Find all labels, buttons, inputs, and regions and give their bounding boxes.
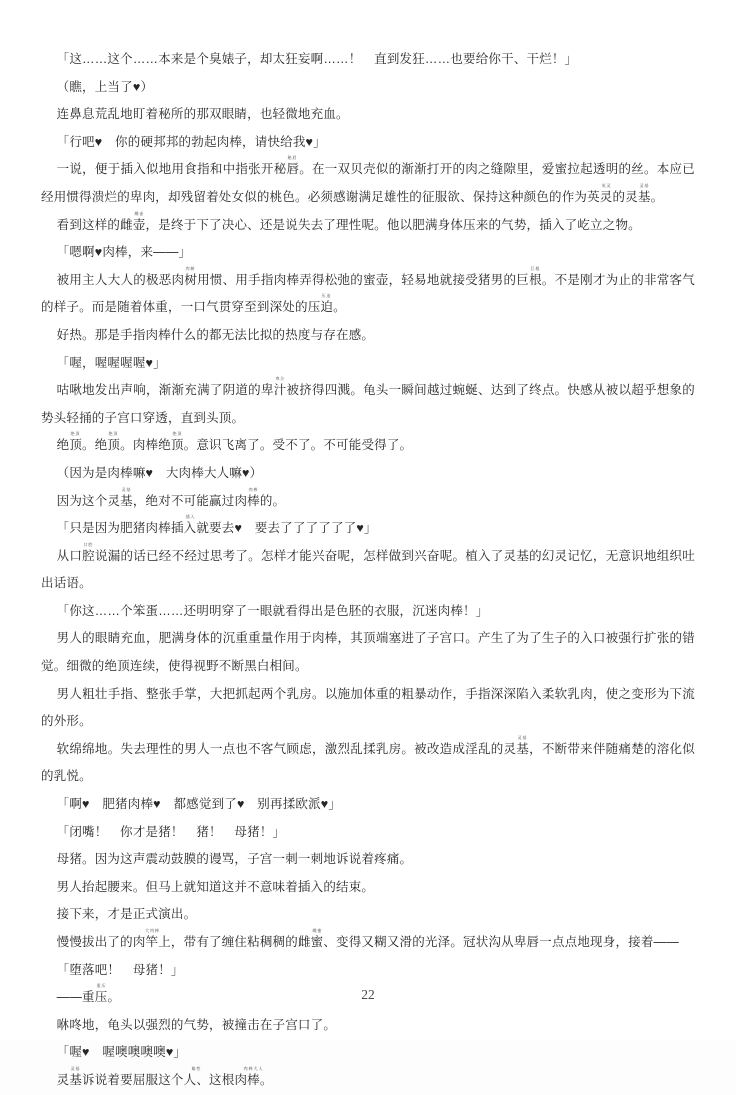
ruby-annotated-word: 英灵 英灵 (587, 183, 613, 204)
ruby-annotation: 秘唇 (287, 156, 298, 161)
ruby-annotated-word: 口腔 口腔 (69, 542, 95, 563)
paragraph: 男人粗壮手指、整张手掌，大把抓起两个乳房。以施加体重的粗暴动作，手指深深陷入柔软乳肉，使之变形为下流的外形。 (41, 686, 695, 729)
ruby-annotation: 灵基 (639, 183, 650, 189)
paragraph: 「堕落吧！ 母猪！」 (56, 962, 184, 977)
ruby-annotation: 雌壶 (134, 211, 145, 217)
ruby-annotation: 口腔 (83, 542, 94, 548)
paragraph: （因为是肉棒嘛♥ 大肉棒大人嘛♥） (56, 465, 263, 480)
paragraph: 「你这……个笨蛋……还明明穿了一眼就看得出是色胚的衣服，沉迷肉棒！」 (56, 603, 489, 618)
ruby-annotation: 插入 (185, 514, 195, 520)
ruby-annotated-word: 绝顶 绝顶 (158, 431, 184, 453)
ruby-annotated-word: 人 雄性 (184, 1073, 197, 1087)
paragraph: 母猪。因为这声震动鼓膜的谩骂，子宫一刺一刺地诉说着疼痛。 (56, 852, 413, 867)
paragraph: 「喔，喔喔喔喔♥」 (56, 355, 166, 370)
paragraph: 「喔♥ 喔噢噢噢噢♥」 (56, 1045, 187, 1060)
paragraph: 「闭嘴！ 你才是猪！ 猪！ 母猪！」 (56, 824, 286, 839)
paragraph: 咕啾地发出声响，渐渐充满了阴道的卑汁 卑汁 被挤得四溅。龟头一瞬间越过蜿蜒、达到了终点。快感从被以超乎想象的势头轻捅的子宫口穿透，直到头顶。 (41, 376, 696, 425)
paragraph: （瞧，上当了♥） (56, 79, 154, 94)
ruby-annotated-word: 肉树 肉树 (171, 266, 198, 287)
paragraph: 慢慢拔出了的肉竿 大肉棒 上，带有了缠住粘稠稠的雌蜜 雌蜜 、变得又糊又滑的光泽。冠状沟从卑唇一点点地现身，接着—— (56, 928, 679, 949)
paragraph: 软绵绵地。失去理性的男人一点也不客气顾虑，激烈乱揉乳房。被改造成淫乱的灵基 灵基 ，不断带来伴随痛楚的溶化似的乳悦。 (41, 735, 695, 784)
ruby-annotation: 压迫 (321, 293, 332, 299)
ruby-annotation: 灵基 (121, 487, 132, 493)
paragraph: 咻咚地，龟头以强烈的气势，被撞击在子宫口了。 (56, 1017, 337, 1032)
ruby-annotated-word: 肉棒 肉棒大人 (234, 1073, 259, 1087)
page-number: 22 (361, 987, 375, 1002)
paragraph: 「啊♥ 肥猪肉棒♥ 都感觉到了♥ 别再揉欧派♥」 (56, 797, 342, 812)
ruby-annotation: 绝顶 (70, 431, 81, 437)
paragraph: 被用主人大人的极恶肉树 肉树 用惯、用手指肉棒弄得松弛的蜜壶，轻易地就接受猪男的巨根 巨根 。不是刚才为止的非常客气的样子。而是随着体重，一口气贯穿至到深处的压迫 压迫 。 (41, 266, 695, 315)
ruby-annotation: 雌蜜 (312, 928, 322, 934)
paragraph: 因为这个灵基 灵基 ，绝对不可能赢过肉棒 肉棒 的。 (56, 487, 286, 508)
ruby-annotated-word: 重压 重压 (82, 983, 108, 1005)
ruby-annotation: 卑汁 (275, 376, 286, 382)
paragraph: 绝顶 绝顶 。绝顶 绝顶 。肉棒绝顶 绝顶 。意识飞离了。受不了。不可能受得了。 (56, 431, 413, 453)
paragraph: 从口腔 口腔 说漏的话已经不经过思考了。怎样才能兴奋呢，怎样做到兴奋呢。植入了灵基的幻灵记忆，无意识地组织吐出话语。 (41, 542, 696, 591)
ruby-annotation: 巨根 (530, 266, 541, 272)
paragraph: 灵基 灵基 诉说着要屈服这个人 雄性 、这根肉棒 肉棒大人 。 (56, 1066, 273, 1087)
ruby-annotation: 绝顶 (108, 431, 119, 437)
ruby-annotated-word: 灵基 灵基 (56, 1066, 83, 1087)
ruby-annotation: 肉棒 (248, 487, 259, 493)
ruby-annotation: 灵基 (70, 1066, 81, 1072)
paragraph: 男人的眼睛充血，肥满身体的沉重重量作用于肉棒，其顶端塞进了子宫口。产生了为了生子的入口被强行扩张的错觉。细微的绝顶连续，使得视野不断黑白相间。 (41, 631, 695, 674)
paragraph: 「这……这个……本来是个臭婊子，却太狂妄啊……！ 直到发狂……也要给你干、干烂！」 (56, 52, 578, 66)
ruby-annotated-word: 绝顶 绝顶 (56, 431, 83, 453)
ruby-annotation: 灵基 (517, 735, 528, 741)
text-column (41, 46, 695, 1095)
ruby-annotation: 英灵 (601, 183, 612, 189)
paragraph: ——重压 重压 。 (56, 983, 121, 1005)
ruby-annotation: 雄性 (191, 1066, 202, 1072)
ruby-annotation: 肉树 (185, 266, 196, 272)
paragraph: 看到这样的雌壶 雌壶 ，是终于下了决心、还是说失去了理性呢。他以肥满身体压来的气势，插入了屹立之物。 (56, 211, 641, 232)
ruby-annotated-word: 压迫 压迫 (307, 293, 334, 315)
ruby-annotated-word: 灵基 灵基 (503, 735, 530, 756)
ruby-annotated-word: 雌蜜 雌蜜 (297, 928, 324, 949)
ruby-annotated-word: 巨根 巨根 (516, 266, 542, 287)
ruby-annotation: 大肉棒 (144, 928, 160, 934)
paragraph: 接下来，才是正式演出。 (56, 907, 197, 922)
ruby-annotated-word: 插入 插入 (170, 514, 197, 536)
paragraph: 男人抬起腰来。但马上就知道这并不意味着插入的结束。 (56, 879, 375, 894)
ruby-annotated-word: 雌壶 雌壶 (120, 211, 146, 232)
ruby-annotated-word: 灵基 灵基 (107, 487, 133, 508)
ruby-annotated-word: 秘唇 秘唇 (273, 156, 300, 177)
ruby-annotated-word: 灵基 灵基 (625, 183, 651, 204)
ruby-annotation: 重压 (96, 983, 107, 989)
paragraph: 一说，便于插入似地用食指和中指张开秘唇 秘唇 。在一双贝壳似的渐渐打开的肉之缝隙里，爱蜜拉起透明的丝。本应已经用惯得溃烂的卑肉，却残留着处女似的桃色。必须感谢满足雄性的征服欲、保持这种颜色的作为英灵 英灵 的灵基 灵基 。 (41, 156, 696, 204)
ruby-annotation: 绝顶 (172, 431, 183, 437)
ruby-annotated-word: 肉棒 肉棒 (234, 487, 260, 508)
ruby-annotated-word: 绝顶 绝顶 (94, 431, 121, 453)
paragraph: 「行吧♥ 你的硬邦邦的勃起肉棒，请快给我♥」 (56, 134, 326, 149)
paragraph: 「只是因为肥猪肉棒插入 插入 就要去♥ 要去了了了了了了♥」 (56, 514, 377, 536)
paragraph: 好热。那是手指肉棒什么的都无法比拟的热度与存在感。 (56, 327, 375, 342)
paragraph: 「嗯啊♥肉棒，来——」 (56, 245, 192, 260)
ruby-annotation: 肉棒大人 (243, 1066, 264, 1072)
ruby-annotated-word: 肉竿 大肉棒 (132, 928, 160, 949)
ruby-annotated-word: 卑汁 卑汁 (260, 376, 287, 398)
paragraph: 连鼻息荒乱地盯着秘所的那双眼睛，也轻微地充血。 (56, 107, 349, 122)
